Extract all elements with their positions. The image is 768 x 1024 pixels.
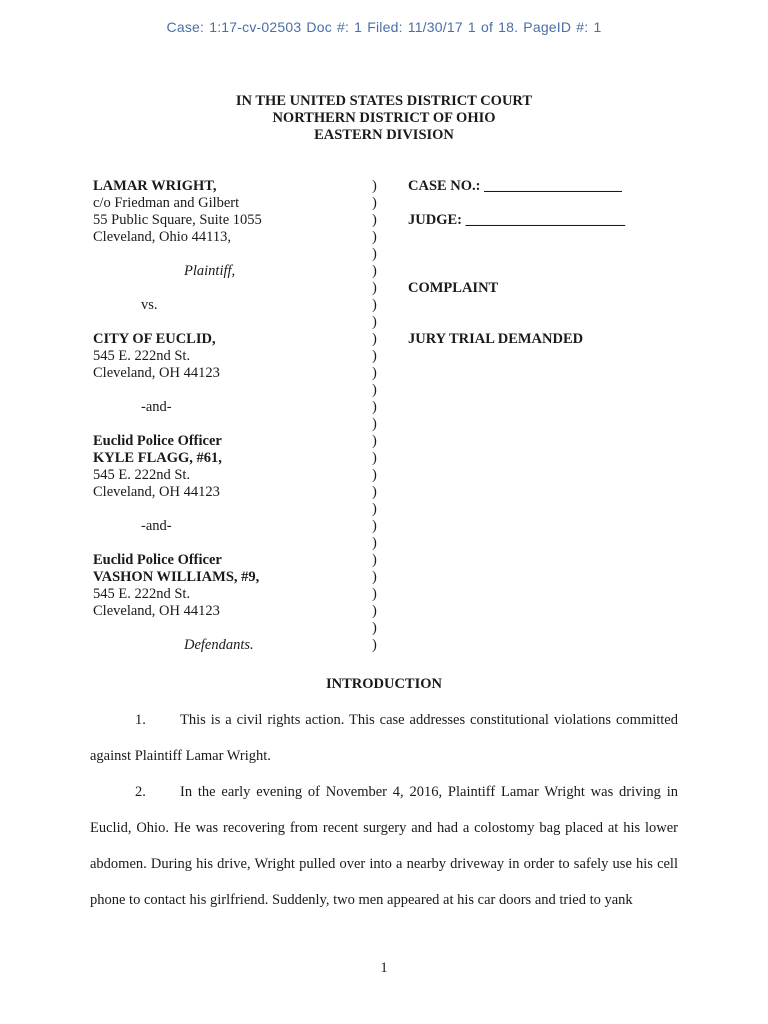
plaintiff-name: LAMAR WRIGHT, [93, 178, 217, 194]
caption-paren: ) [372, 620, 377, 636]
defendant-3-address-line: Cleveland, OH 44123 [93, 603, 220, 619]
court-line-3: EASTERN DIVISION [314, 127, 454, 143]
caption-paren: ) [372, 229, 377, 245]
defendant-2-title: Euclid Police Officer [93, 433, 222, 449]
defendant-2-name: KYLE FLAGG, #61, [93, 450, 222, 466]
caption-paren: ) [372, 178, 377, 194]
caption-paren: ) [372, 314, 377, 330]
caption-paren: ) [372, 484, 377, 500]
caption-paren: ) [372, 450, 377, 466]
file-stamp-header: Case: 1:17-cv-02503 Doc #: 1 Filed: 11/30/17 1 of 18. PageID #: 1 [166, 19, 602, 35]
defendant-2-address-line: Cleveland, OH 44123 [93, 484, 220, 500]
caption-paren: ) [372, 365, 377, 381]
plaintiff-address-line: Cleveland, Ohio 44113, [93, 229, 231, 245]
caption-parentheses-column [372, 178, 384, 654]
caption-paren: ) [372, 637, 377, 653]
caption-paren: ) [372, 195, 377, 211]
caption-paren: ) [372, 348, 377, 364]
paragraph-text: In the early evening of November 4, 2016, Plaintiff Lamar Wright was driving in Euclid, Ohio. He was recovering from recent surgery and had a colostomy bag placed at his lower abdomen. During his drive, Wright pulled over into a nearby driveway in order to safely use his cell phone to contact his girlfriend. Suddenly, two men appeared at his car doors and tried to yank [90, 784, 678, 908]
plaintiff-address-line: 55 Public Square, Suite 1055 [93, 212, 262, 228]
defendant-1-address-line: Cleveland, OH 44123 [93, 365, 220, 381]
paragraph-number: 1. [135, 712, 146, 728]
caption-paren: ) [372, 399, 377, 415]
paragraph-2 [90, 774, 678, 918]
defendant-3-address-line: 545 E. 222nd St. [93, 586, 191, 602]
introduction-heading: INTRODUCTION [325, 676, 442, 692]
defendant-1-name: CITY OF EUCLID, [93, 331, 216, 347]
and-separator: -and- [141, 399, 172, 415]
caption-paren: ) [372, 331, 377, 347]
caption-paren: ) [372, 280, 377, 296]
caption-paren: ) [372, 552, 377, 568]
and-separator: -and- [141, 518, 172, 534]
complaint-label: COMPLAINT [408, 280, 499, 296]
court-line-1: IN THE UNITED STATES DISTRICT COURT [235, 93, 533, 109]
paragraph-number: 2. [135, 784, 146, 800]
page-number: 1 [380, 960, 388, 976]
defendants-role-label: Defendants. [184, 637, 254, 653]
caption-paren: ) [372, 433, 377, 449]
plaintiff-role-label: Plaintiff, [184, 263, 236, 279]
judge-field: JUDGE: ______________________ [408, 212, 626, 228]
caption-paren: ) [372, 569, 377, 585]
plaintiff-address-line: c/o Friedman and Gilbert [93, 195, 240, 211]
case-number-field: CASE NO.: ___________________ [408, 178, 622, 194]
caption-paren: ) [372, 416, 377, 432]
versus-label: vs. [141, 297, 158, 313]
defendant-2-address-line: 545 E. 222nd St. [93, 467, 191, 483]
defendant-3-name: VASHON WILLIAMS, #9, [93, 569, 260, 585]
court-line-2: NORTHERN DISTRICT OF OHIO [272, 110, 496, 126]
caption-paren: ) [372, 603, 377, 619]
caption-paren: ) [372, 501, 377, 517]
defendant-3-title: Euclid Police Officer [93, 552, 222, 568]
paragraph-1 [90, 702, 678, 774]
caption-paren: ) [372, 212, 377, 228]
defendant-1-address-line: 545 E. 222nd St. [93, 348, 191, 364]
caption-paren: ) [372, 586, 377, 602]
caption-paren: ) [372, 467, 377, 483]
jury-trial-label: JURY TRIAL DEMANDED [408, 331, 584, 347]
caption-paren: ) [372, 535, 377, 551]
case-caption-parties [93, 178, 393, 654]
caption-paren: ) [372, 297, 377, 313]
caption-paren: ) [372, 518, 377, 534]
caption-paren: ) [372, 246, 377, 262]
caption-paren: ) [372, 382, 377, 398]
paragraph-text: This is a civil rights action. This case addresses constitutional violations committed against Plaintiff Lamar Wright. [90, 712, 678, 764]
court-heading [0, 93, 768, 144]
caption-paren: ) [372, 263, 377, 279]
